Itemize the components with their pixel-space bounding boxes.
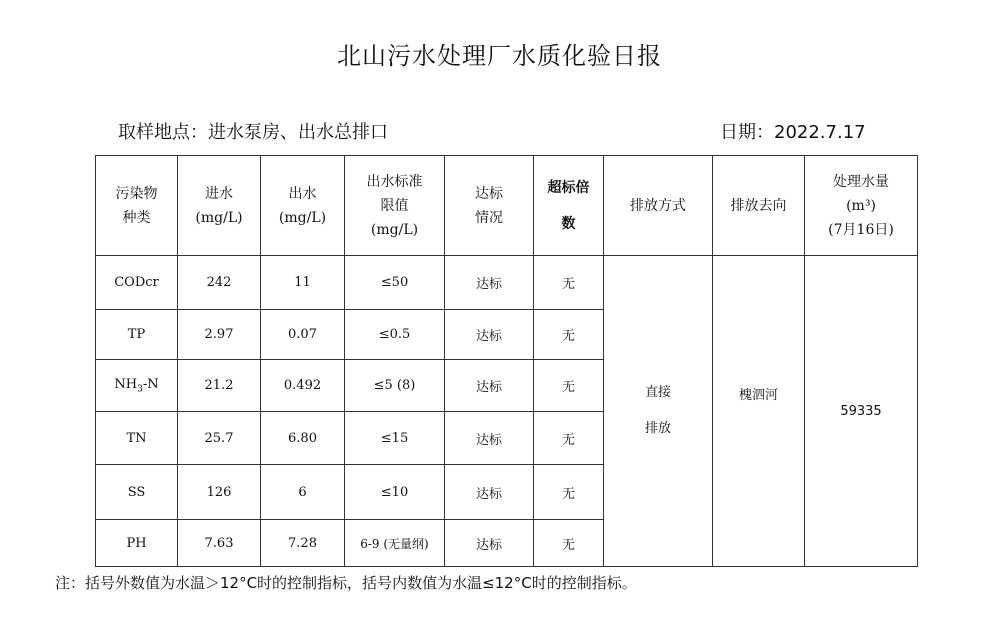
- pollutant-name: TP: [96, 310, 178, 360]
- header-row: [96, 156, 918, 256]
- influent-value: 2.97: [178, 310, 261, 360]
- limit-value: ≤50: [345, 256, 445, 310]
- status-value: 达标: [445, 465, 534, 520]
- limit-value: ≤15: [345, 412, 445, 465]
- exceed-value: 无: [534, 360, 604, 412]
- influent-value: 7.63: [178, 520, 261, 567]
- limit-value: ≤0.5: [345, 310, 445, 360]
- discharge-method-cell: 直接 排放: [604, 256, 713, 567]
- status-value: 达标: [445, 360, 534, 412]
- sampling-location: 取样地点：进水泵房、出水总排口: [118, 122, 388, 143]
- influent-value: 242: [178, 256, 261, 310]
- exceed-value: 无: [534, 520, 604, 567]
- exceed-value: 无: [534, 256, 604, 310]
- effluent-value: 6: [261, 465, 345, 520]
- effluent-value: 0.492: [261, 360, 345, 412]
- header-status: 达标 情况: [445, 156, 534, 256]
- treated-volume-cell: 59335: [805, 256, 918, 567]
- header-limit: 出水标准 限值 (mg/L): [345, 156, 445, 256]
- header-effluent: 出水 (mg/L): [261, 156, 345, 256]
- influent-value: 25.7: [178, 412, 261, 465]
- influent-value: 21.2: [178, 360, 261, 412]
- report-title: 北山污水处理厂水质化验日报: [337, 42, 662, 70]
- footnote: 注：括号外数值为水温＞12°C时的控制指标，括号内数值为水温≤12°C时的控制指标。: [55, 574, 637, 592]
- effluent-value: 0.07: [261, 310, 345, 360]
- exceed-value: 无: [534, 310, 604, 360]
- water-quality-table: [95, 155, 918, 567]
- header-volume: 处理水量 (m³) (7月16日): [805, 156, 918, 256]
- effluent-value: 6.80: [261, 412, 345, 465]
- status-value: 达标: [445, 256, 534, 310]
- header-influent: 进水 (mg/L): [178, 156, 261, 256]
- exceed-value: 无: [534, 412, 604, 465]
- status-value: 达标: [445, 310, 534, 360]
- pollutant-name: SS: [96, 465, 178, 520]
- effluent-value: 11: [261, 256, 345, 310]
- header-discharge-destination: 排放去向: [713, 156, 805, 256]
- report-date: 日期：2022.7.17: [720, 122, 866, 143]
- header-exceed: 超标倍 数: [534, 156, 604, 256]
- limit-value: 6-9 (无量纲): [345, 520, 445, 567]
- exceed-value: 无: [534, 465, 604, 520]
- pollutant-name: TN: [96, 412, 178, 465]
- limit-value: ≤5 (8): [345, 360, 445, 412]
- table-row: [96, 256, 918, 310]
- pollutant-name: CODcr: [96, 256, 178, 310]
- header-discharge-method: 排放方式: [604, 156, 713, 256]
- status-value: 达标: [445, 412, 534, 465]
- header-pollutant: 污染物 种类: [96, 156, 178, 256]
- effluent-value: 7.28: [261, 520, 345, 567]
- discharge-destination-cell: 槐泗河: [713, 256, 805, 567]
- pollutant-name: $NH_3-N$: [96, 360, 178, 412]
- influent-value: 126: [178, 465, 261, 520]
- pollutant-name: PH: [96, 520, 178, 567]
- status-value: 达标: [445, 520, 534, 567]
- limit-value: ≤10: [345, 465, 445, 520]
